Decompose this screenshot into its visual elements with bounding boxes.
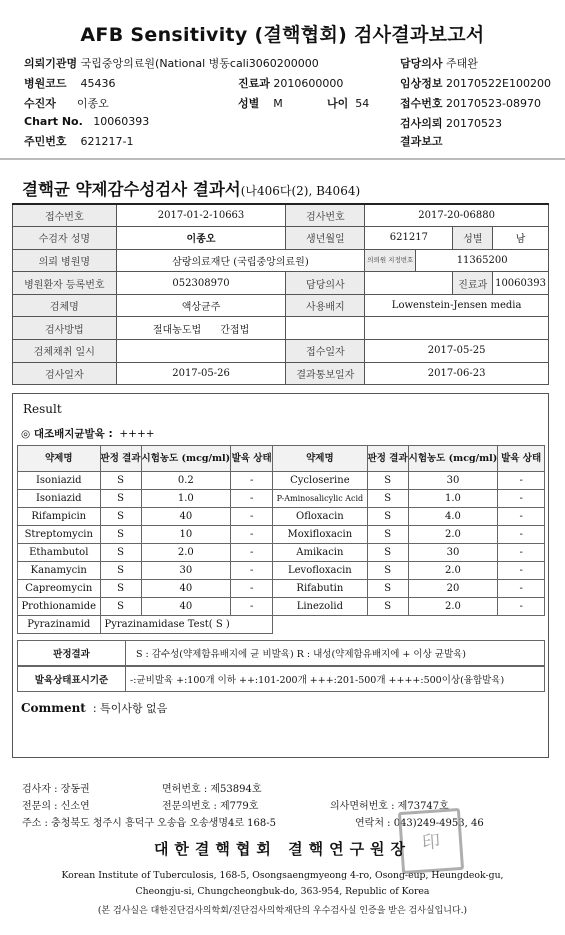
drug-growth: - (498, 490, 545, 508)
accreditation-note: (본 검사실은 대한진단검사의학회/진단검사의학재단의 우수검사실 인증을 받은 검사실입니다.) (97, 906, 468, 916)
drug-result: S (367, 580, 408, 598)
drug-growth: - (231, 598, 273, 616)
drug-row (18, 490, 545, 508)
header-dept: 진료과 2010600000 (238, 77, 344, 90)
result-box (12, 393, 549, 758)
drug-growth: - (231, 472, 273, 490)
result-title: Result (23, 402, 62, 416)
drug-conc: 10 (141, 526, 231, 544)
org-address-en-1: Korean Institute of Tuberculosis, 168-5, Osongsaengmyeong 4-ro, Osong-eup, Heungdeok-gu, (61, 870, 504, 881)
hospital-no-label: 의뢰원 지정번호 (365, 249, 416, 272)
form-dept: 10060393 (493, 272, 549, 295)
drug-growth: - (231, 544, 273, 562)
header-institution: 의뢰기관명 국립중앙의료원(National 병동cali3060200000 (24, 57, 319, 70)
report-date: 2017-06-23 (365, 362, 549, 385)
drug-result: S (100, 598, 141, 616)
specimen: 액상균주 (116, 294, 286, 317)
drug-drug: Ofloxacin (273, 508, 368, 526)
receipt-no: 2017-01-2-10663 (116, 204, 286, 227)
drug-drug: Rifabutin (273, 580, 368, 598)
drug-conc: 1.0 (408, 490, 498, 508)
physician-license: 의사면허번호 : 제73747호 (330, 801, 449, 812)
drug-row (18, 544, 545, 562)
drug-result: S (100, 526, 141, 544)
sex: 남 (493, 227, 549, 250)
judge-legend (17, 640, 545, 666)
org-address-en-2: Cheongju-si, Chungcheongbuk-do, 363-954, Republic of Korea (135, 886, 430, 897)
drug-result: S (100, 544, 141, 562)
form-title: 결핵균 약제감수성검사 결과서(나406다(2), B4064) (22, 180, 361, 199)
header-chart: Chart No. 10060393 (24, 115, 150, 128)
drug-conc: 40 (141, 580, 231, 598)
drug-growth: - (498, 562, 545, 580)
reg-no-label: 병원환자 등록번호 (13, 272, 117, 295)
drug-growth: - (498, 472, 545, 490)
header-clinical: 임상정보 20170522E100200 (400, 77, 551, 90)
drug-drug: Kanamycin (18, 562, 101, 580)
drug-conc: 20 (408, 580, 498, 598)
method: 절대농도법 간접법 (116, 317, 286, 340)
header-request: 검사의뢰 20170523 (400, 117, 503, 130)
header-rrn: 주민번호 621217-1 (24, 135, 134, 148)
specialist: 전문의 : 신소연 (22, 801, 90, 812)
control-growth: ◎ 대조배지균발육 : ++++ (21, 428, 155, 440)
comment: Comment : 특이사항 없음 (21, 701, 168, 715)
drug-drug: Rifampicin (18, 508, 101, 526)
official-seal: 印 (398, 808, 464, 874)
birth-label: 생년월일 (286, 227, 365, 250)
drug-drug: Moxifloxacin (273, 526, 368, 544)
drug-drug: Levofloxacin (273, 562, 368, 580)
drug-result: S (100, 472, 141, 490)
drug-row (18, 580, 545, 598)
drug-growth: - (231, 580, 273, 598)
receipt-no-label: 접수번호 (13, 204, 117, 227)
drug-conc: 0.2 (141, 472, 231, 490)
media-label: 사용배지 (286, 294, 365, 317)
header-sex: 성별 M (238, 97, 283, 110)
form-doctor (365, 272, 453, 295)
drug-growth: - (231, 508, 273, 526)
header-age: 나이 54 (327, 97, 370, 110)
drug-result: S (367, 562, 408, 580)
drug-result: S (100, 508, 141, 526)
test-no-label: 검사번호 (286, 204, 365, 227)
test-date: 2017-05-26 (116, 362, 286, 385)
drug-result: S (100, 562, 141, 580)
drug-growth: - (231, 526, 273, 544)
drug-growth: - (498, 544, 545, 562)
growth-std-label: 발육상태표시기준 (18, 667, 126, 691)
drug-conc: 4.0 (408, 508, 498, 526)
address: 주소 : 충청북도 청주시 흥덕구 오송읍 오송생명4로 168-5 (22, 818, 277, 829)
drug-row (18, 562, 545, 580)
org-name-ko: 대한결핵협회 결핵연구원장 (153, 840, 412, 858)
drug-result: S (367, 490, 408, 508)
drug-drug: Ethambutol (18, 544, 101, 562)
drug-conc: 30 (141, 562, 231, 580)
form-doctor-label: 담당의사 (286, 272, 365, 295)
info-table (12, 203, 549, 385)
drug-growth: - (498, 598, 545, 616)
drug-result: S (100, 490, 141, 508)
drug-growth: - (498, 508, 545, 526)
drug-drug: Capreomycin (18, 580, 101, 598)
growth-std-text: -:균비발육 +:100개 이하 ++:101-200개 +++:201-500개 ++++:500이상(융합발육) (130, 675, 505, 686)
reg-no: 052308970 (116, 272, 286, 295)
drug-drug: Linezolid (273, 598, 368, 616)
media: Lowenstein-Jensen media (365, 294, 549, 317)
hospital-no: 11365200 (416, 249, 549, 272)
drug-conc: 1.0 (141, 490, 231, 508)
sex-label: 성별 (453, 227, 493, 250)
receive-label: 접수일자 (286, 340, 365, 363)
report-title: AFB Sensitivity (결핵협회) 검사결과보고서 (80, 24, 485, 46)
judge-text: S : 감수성(약제함유배지에 균 비발육) R : 내성(약제함유배지에 + 이상 균발육) (136, 649, 467, 660)
drug-growth: - (498, 526, 545, 544)
pza-test: Pyrazinamidase Test( S ) (100, 616, 273, 634)
drug-result: S (367, 526, 408, 544)
drug-drug: P-Aminosalicylic Acid (273, 490, 368, 508)
drug-table (17, 445, 545, 634)
method-label: 검사방법 (13, 317, 117, 340)
test-date-label: 검사일자 (13, 362, 117, 385)
drug-drug: Isoniazid (18, 472, 101, 490)
specialist-no: 전문의번호 : 제779호 (162, 801, 259, 812)
birth: 621217 (365, 227, 453, 250)
drug-result: S (100, 580, 141, 598)
drug-result: S (367, 472, 408, 490)
tester: 검사자 : 장동권 (22, 784, 90, 795)
drug-conc: 30 (408, 544, 498, 562)
drug-growth: - (498, 580, 545, 598)
collect (116, 340, 286, 363)
drug-row (18, 526, 545, 544)
hospital-label: 의뢰 병원명 (13, 249, 117, 272)
form-dept-label: 진료과 (453, 272, 493, 295)
drug-result: S (367, 508, 408, 526)
pza-drug: Pyrazinamid (18, 616, 101, 634)
drug-row (18, 472, 545, 490)
drug-result: S (367, 598, 408, 616)
report-date-label: 결과통보일자 (286, 362, 365, 385)
header-report: 결과보고 (400, 135, 443, 148)
drug-drug: Amikacin (273, 544, 368, 562)
header-separator (0, 158, 565, 160)
drug-conc: 2.0 (408, 598, 498, 616)
drug-conc: 2.0 (141, 544, 231, 562)
drug-conc: 30 (408, 472, 498, 490)
tester-license: 면허번호 : 제53894호 (162, 784, 262, 795)
drug-conc: 2.0 (408, 526, 498, 544)
patient-name-label: 수검자 성명 (13, 227, 117, 250)
header-patient: 수진자 이종오 (24, 97, 109, 110)
drug-growth: - (231, 562, 273, 580)
drug-drug: Prothionamide (18, 598, 101, 616)
drug-row (18, 598, 545, 616)
drug-table-header: 약제명 판정 결과 시험농도 (mcg/ml) 발육 상태 약제명 판정 결과 시험농도 (mcg/ml) 발육 상태 (18, 446, 545, 472)
drug-conc: 2.0 (408, 562, 498, 580)
growth-legend (17, 666, 545, 692)
phone: 연락처 : 043)249-4953, 46 (355, 818, 484, 829)
patient-name: 이종오 (116, 227, 286, 250)
test-no: 2017-20-06880 (365, 204, 549, 227)
collect-label: 검체채취 일시 (13, 340, 117, 363)
drug-growth: - (231, 490, 273, 508)
header-receipt: 접수번호 20170523-08970 (400, 97, 541, 110)
drug-conc: 40 (141, 508, 231, 526)
drug-conc: 40 (141, 598, 231, 616)
drug-row (18, 508, 545, 526)
header-hospital-code: 병원코드 45436 (24, 77, 116, 90)
hospital: 삼랑의료재단 (국립중앙의료원) (116, 249, 365, 272)
drug-drug: Streptomycin (18, 526, 101, 544)
drug-result: S (367, 544, 408, 562)
pza-row (18, 616, 545, 634)
judge-label: 판정결과 (18, 641, 126, 665)
drug-drug: Cycloserine (273, 472, 368, 490)
receive: 2017-05-25 (365, 340, 549, 363)
header-doctor: 담당의사 주태완 (400, 57, 478, 70)
drug-drug: Isoniazid (18, 490, 101, 508)
specimen-label: 검체명 (13, 294, 117, 317)
